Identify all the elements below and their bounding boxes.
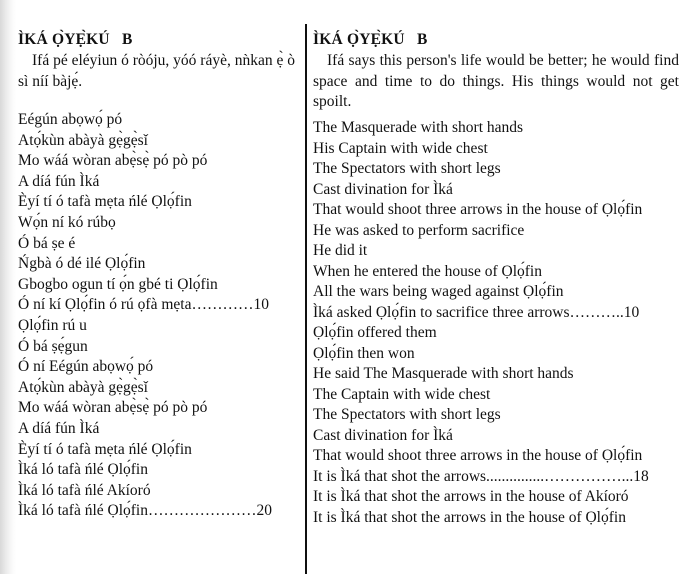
verse-line: The Masquerade with short hands — [313, 119, 524, 136]
scan-edge-shadow — [0, 0, 16, 574]
verse-line: When he entered the house of Ọlọ́fin — [313, 262, 542, 280]
verse-line: Eégún abọwọ́ pó — [18, 111, 123, 128]
verse-line: He was asked to perform sacrifice — [313, 221, 525, 239]
right-column-heading: ÌKÁ Ọ̀YẸ̀KÚ B — [313, 31, 428, 48]
verse-line: Mo wáá wòran abẹ̀sẹ̀ pó pò pó — [18, 152, 208, 170]
verse-line: That would shoot three arrows in the house of Ọlọ́fin — [313, 447, 643, 464]
verse-line: Cast divination for Ìká — [313, 180, 453, 198]
verse-line: It is Ìká that shot the arrows in the house of Ọlọ́fin — [313, 508, 626, 526]
verse-line: Ọlọ́fin then won — [313, 344, 415, 362]
column-divider-rule — [305, 24, 307, 574]
left-column — [18, 30, 298, 92]
left-column-intro-paragraph: Ifá pé eléyiun ó ròóju, yóó ráyè, nǹkan ẹ̀ ò sì níí bàjẹ́. — [18, 52, 295, 90]
verse-line: Atọ́kùn abàyà gẹ̀gẹ̀sǐ — [18, 378, 148, 396]
verse-line: Mo wáá wòran abẹ̀sẹ̀ pó pò pó — [18, 399, 208, 417]
verse-line: Èyí tí ó tafà mẹta ńlé Ọlọ́fin — [18, 193, 192, 211]
verse-line: Ó bá ṣẹ́gun — [18, 337, 88, 355]
verse-line: All the wars being waged against Ọlọ́fin — [313, 283, 564, 300]
verse-line: Ó bá ṣe é — [18, 234, 76, 252]
verse-line: He said The Masquerade with short hands — [313, 365, 574, 382]
verse-line: It is Ìká that shot the arrows...............……………...18 — [313, 467, 649, 485]
verse-line: Ìká ló tafà ńlé Akíoró — [18, 481, 151, 499]
right-column — [313, 30, 679, 113]
verse-line: Ọlọ́fin offered them — [313, 324, 437, 341]
verse-line: A díá fún Ìká — [18, 419, 100, 437]
right-column-verse-list — [313, 118, 683, 528]
right-column-intro-paragraph: Ifá says this person's life would be better; he would find space and time to do things. His things would not get spoilt. — [313, 52, 679, 110]
left-column-heading: ÌKÁ Ọ̀YẸ̀KÚ B — [18, 31, 133, 48]
verse-line: Cast divination for Ìká — [313, 426, 453, 444]
verse-line: Wọ́n ní kó rúbọ — [18, 213, 116, 231]
verse-line: Ìká asked Ọlọ́fin to sacrifice three arrows………..10 — [313, 303, 640, 321]
verse-line: Èyí tí ó tafà mẹta ńlé Ọlọ́fin — [18, 440, 192, 458]
verse-line: Ọlọ́fin rú u — [18, 316, 87, 334]
verse-line: The Spectators with short legs — [313, 160, 501, 177]
verse-line: The Spectators with short legs — [313, 406, 501, 423]
verse-line: That would shoot three arrows in the house of Ọlọ́fin — [313, 201, 643, 218]
verse-line: Ó ní Eégún abọwọ́ pó — [18, 358, 154, 376]
verse-line: Ńgbà ó dé ilé Ọlọ́fin — [18, 255, 146, 273]
verse-line: He did it — [313, 242, 368, 259]
verse-line: Ìká ló tafà ńlé Ọlọ́fin…………………20 — [18, 502, 272, 520]
verse-line: Ìká ló tafà ńlé Ọlọ́fin — [18, 461, 148, 479]
verse-line: Ó ní kí Ọlọ́fin ó rú ọfà mẹta…………10 — [18, 296, 269, 314]
verse-line: It is Ìká that shot the arrows in the house of Akíoró — [313, 488, 629, 505]
left-column-verse-list — [18, 110, 303, 522]
verse-line: Gbogbo ogun tí ọ́n gbé ti Ọlọ́fin — [18, 275, 218, 293]
verse-line: His Captain with wide chest — [313, 139, 488, 157]
verse-line: Atọ́kùn abàyà gẹ̀gẹ̀sǐ — [18, 131, 148, 149]
verse-line: A díá fún Ìká — [18, 172, 100, 190]
verse-line: The Captain with wide chest — [313, 385, 491, 403]
